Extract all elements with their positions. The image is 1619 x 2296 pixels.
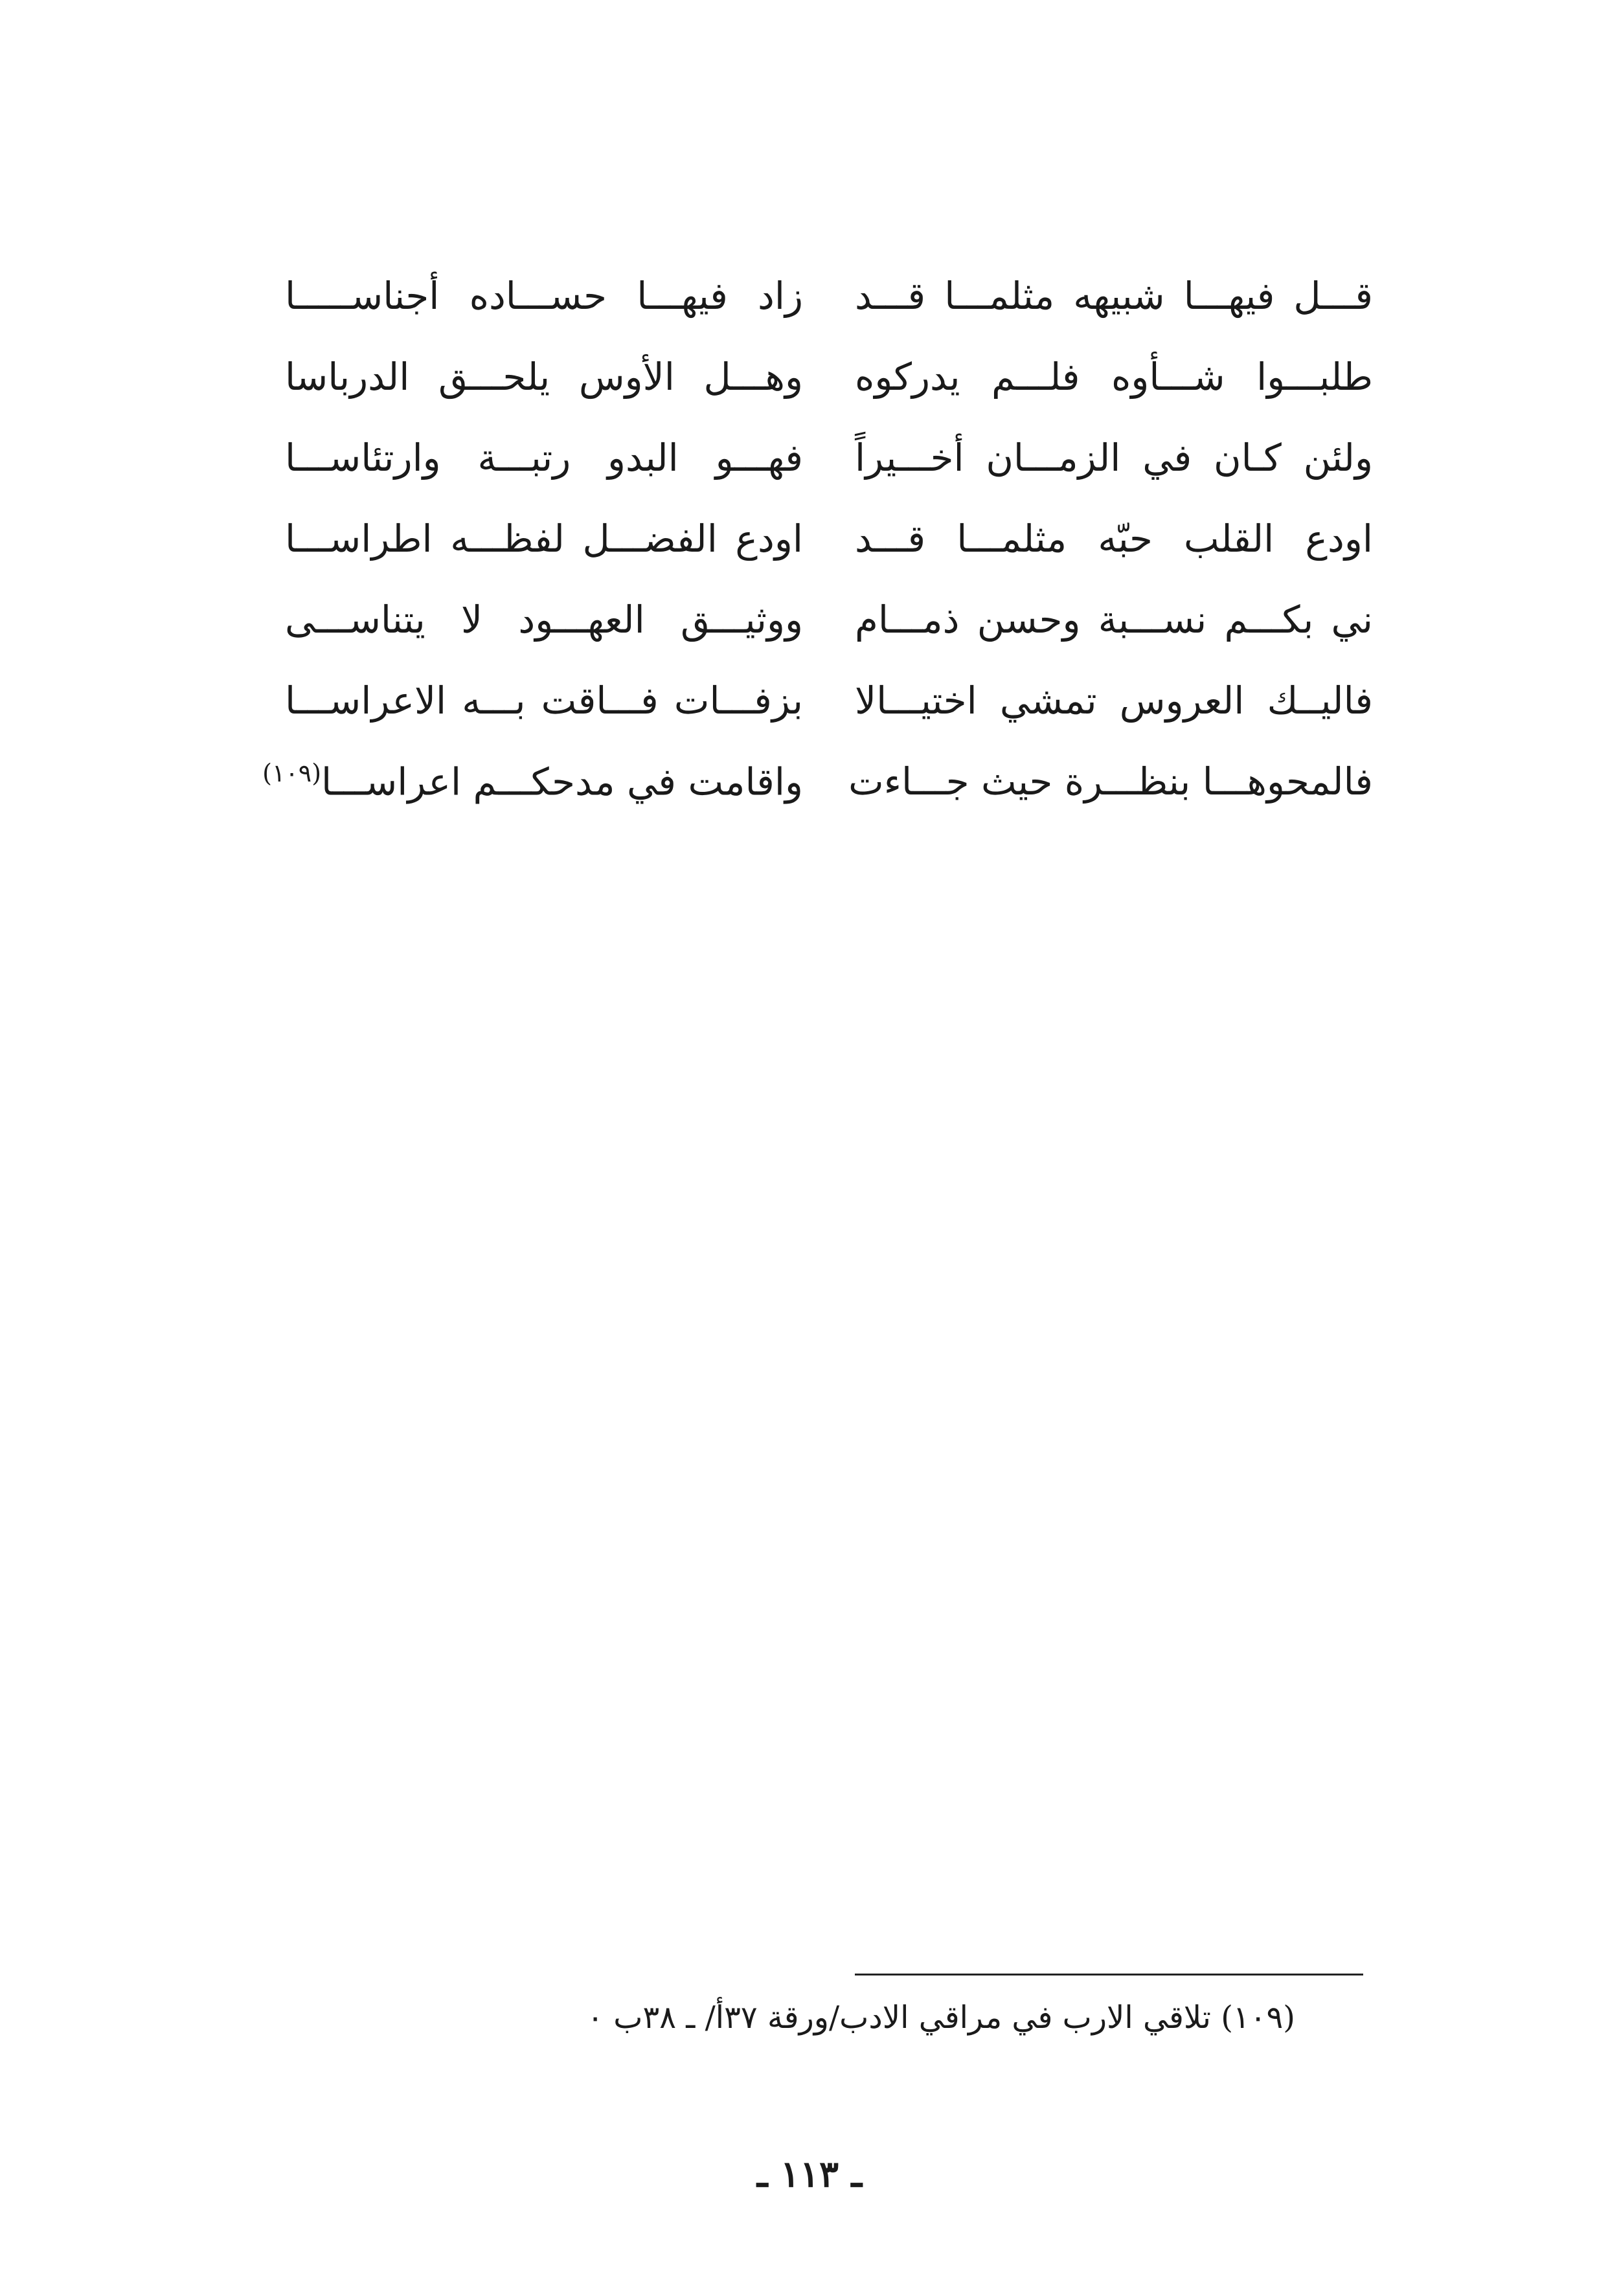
- verse-second-hemistich: [262, 759, 803, 805]
- footnote: (١٠٩) تلاقي الارب في مراقي الادب/ورقة ٣٧أ/ ـ ٣٨ب ٠: [587, 1999, 1295, 2036]
- verse-second-hemistich-text: واقامت في مدحكـــم اعراســـا: [321, 760, 803, 804]
- verse-line: [285, 660, 1373, 741]
- verse-first-hemistich: ني بكـــم نســـبة وحسن ذمـــام: [855, 597, 1373, 642]
- verse-line: [285, 337, 1373, 418]
- verse-first-hemistich: ولئن كـان في الزمـــان أخـــيراً: [855, 435, 1373, 480]
- verse-second-hemistich: وهـــل الأوس يلحـــق الدرباسا: [285, 354, 803, 399]
- verse-line: [285, 418, 1373, 499]
- page-number: ـ ١١٣ ـ: [756, 2153, 863, 2196]
- verse-line: [262, 741, 1373, 822]
- verse-line: [285, 499, 1373, 580]
- verse-first-hemistich: اودع القلب حبّه مثلمـــا قـــد: [855, 516, 1373, 561]
- verse-first-hemistich: قـــل فيهـــا شبيهه مثلمـــا قـــد: [855, 273, 1373, 318]
- verse-line: [285, 580, 1373, 660]
- footnote-divider: [855, 1974, 1363, 1975]
- verse-second-hemistich: اودع الفضـــل لفظـــه اطراســـا: [285, 516, 803, 561]
- footnote-reference: (١٠٩): [262, 759, 322, 788]
- verse-second-hemistich: ووثيـــق العهـــود لا يتناســـى: [285, 597, 803, 642]
- poem-block: [262, 256, 1373, 822]
- verse-first-hemistich: فاليــك العروس تمشي اختيـــالا: [855, 678, 1373, 723]
- verse-line: [285, 256, 1373, 337]
- verse-second-hemistich: زاد فيهـــا حســـاده أجناســـــا: [285, 273, 803, 318]
- verse-first-hemistich: طلبـــوا شـــأوه فلـــم يدركوه: [855, 354, 1373, 399]
- verse-second-hemistich: بزفـــات فـــاقت بـــه الاعراســـا: [285, 678, 803, 723]
- verse-second-hemistich: فهـــو البدو رتبـــة وارتئاســـا: [285, 435, 803, 480]
- verse-first-hemistich: فالمحوهـــا بنظـــرة حيث جـــاءت: [848, 759, 1373, 804]
